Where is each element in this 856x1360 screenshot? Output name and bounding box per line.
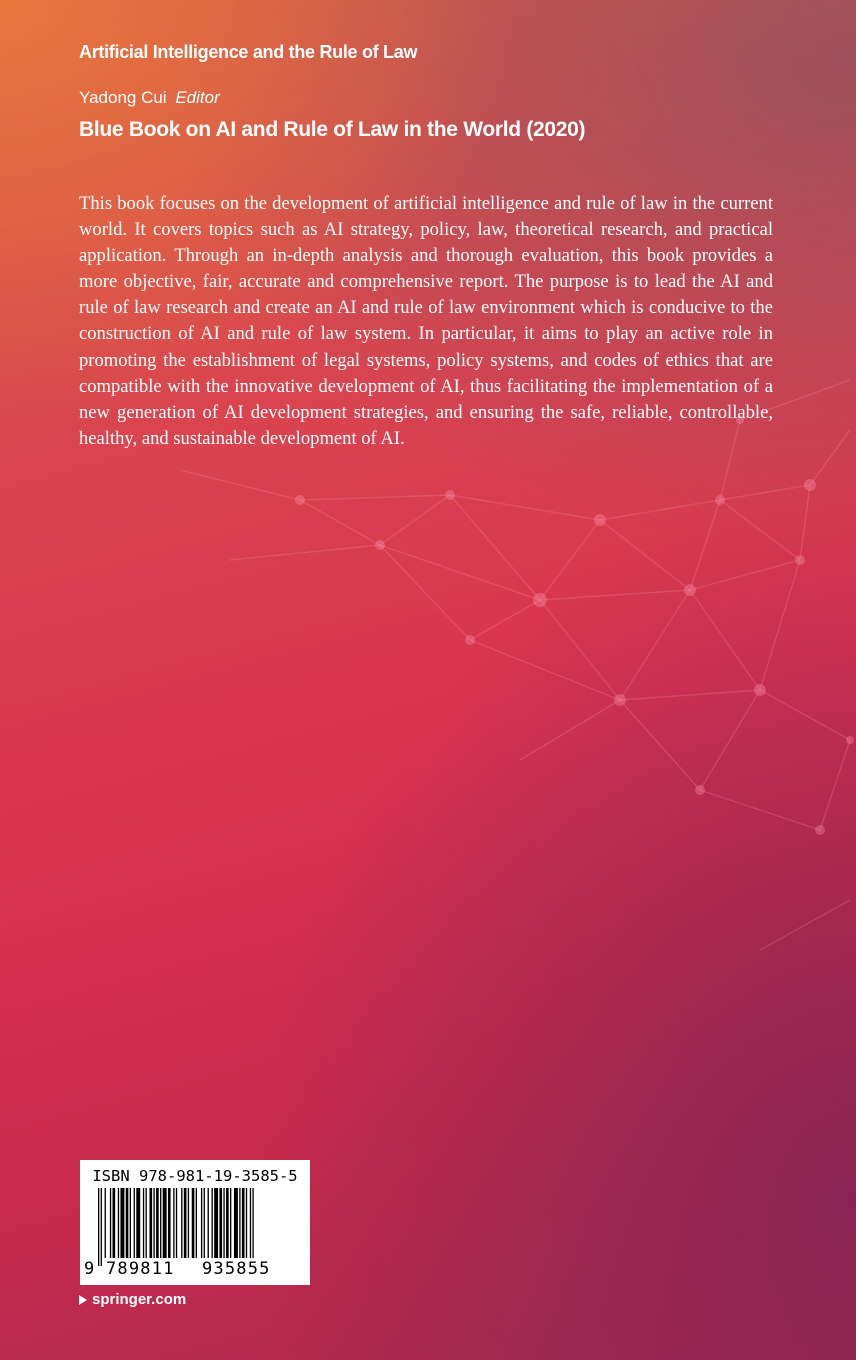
barcode-bar xyxy=(219,1188,222,1258)
book-description: This book focuses on the development of artificial intelligence and rule of law in the current world. It covers topics such as AI strategy, policy, law, theoretical research, and practical application. Through an in-depth analysis and thorough evaluation, this book provides a more objective, fair, accurate and comprehensive report. The purpose is to lead the AI and rule of law research and create an AI and rule of law environment which is conducive to the construction of AI and rule of law system. In particular, it aims to play an active role in promoting the establishment of legal systems, policy systems, and codes of ethics that are compatible with the innovative development of AI, thus facilitating the implementation of a new generation of AI development strategies, and ensuring the safe, reliable, controllable, healthy, and sustainable development of AI. xyxy=(79,193,773,449)
isbn-label: ISBN 978-981-19-3585-5 xyxy=(92,1167,298,1185)
barcode-bar xyxy=(156,1188,159,1258)
barcode-bar xyxy=(130,1188,131,1258)
barcode-bar xyxy=(192,1188,195,1258)
barcode-bar xyxy=(105,1188,106,1258)
barcode-bar xyxy=(204,1188,205,1258)
barcode-bar xyxy=(153,1188,154,1258)
barcode-bar xyxy=(134,1188,135,1258)
barcode-bar xyxy=(201,1188,202,1258)
barcode-bar xyxy=(160,1188,161,1258)
barcode-bar xyxy=(168,1188,171,1258)
editor-name: Yadong Cui xyxy=(79,88,167,107)
barcode-bar xyxy=(181,1188,182,1266)
barcode-bar xyxy=(223,1188,224,1258)
publisher-link[interactable] xyxy=(79,1291,186,1308)
barcode-bar xyxy=(98,1188,99,1266)
ean-right-digits: 935855 xyxy=(202,1259,271,1279)
barcode-bar xyxy=(246,1188,247,1258)
barcode-bar xyxy=(188,1188,189,1258)
barcode-bar xyxy=(212,1188,213,1258)
isbn-barcode xyxy=(80,1160,310,1285)
barcode-bar xyxy=(118,1188,119,1258)
barcode-bar xyxy=(176,1188,177,1266)
barcode-bar xyxy=(110,1188,111,1258)
publisher-link-text: springer.com xyxy=(92,1291,187,1308)
barcode-bar xyxy=(173,1188,174,1258)
book-title: Blue Book on AI and Rule of Law in the World (2020) xyxy=(79,118,586,141)
barcode-bar xyxy=(252,1188,253,1266)
barcode-bar xyxy=(126,1188,129,1258)
barcode-bar xyxy=(242,1188,245,1258)
ean-first-digit: 9 xyxy=(84,1259,95,1279)
barcode-bar xyxy=(113,1188,116,1258)
barcode-bar xyxy=(196,1188,197,1258)
barcode-bar xyxy=(230,1188,231,1258)
barcode-bar xyxy=(184,1188,187,1258)
barcode-bars xyxy=(98,1188,298,1266)
barcode-bar xyxy=(250,1188,251,1266)
editor-role: Editor xyxy=(175,88,220,107)
barcode-bar xyxy=(120,1188,124,1258)
barcode-bar xyxy=(136,1188,140,1258)
barcode-bar xyxy=(143,1188,144,1258)
barcode-bar xyxy=(146,1188,147,1258)
barcode-bar xyxy=(234,1188,238,1258)
barcode-bar xyxy=(214,1188,218,1258)
barcode-bar xyxy=(208,1188,209,1258)
ean-left-digits: 789811 xyxy=(106,1259,175,1279)
barcode-bar xyxy=(226,1188,229,1258)
barcode-bar xyxy=(149,1188,152,1258)
barcode-bar xyxy=(239,1188,240,1258)
editor-line xyxy=(79,88,220,108)
barcode-bar xyxy=(163,1188,167,1258)
series-title: Artificial Intelligence and the Rule of Law xyxy=(79,42,418,62)
triangle-arrow-icon xyxy=(79,1295,87,1305)
barcode-bar xyxy=(101,1188,102,1266)
